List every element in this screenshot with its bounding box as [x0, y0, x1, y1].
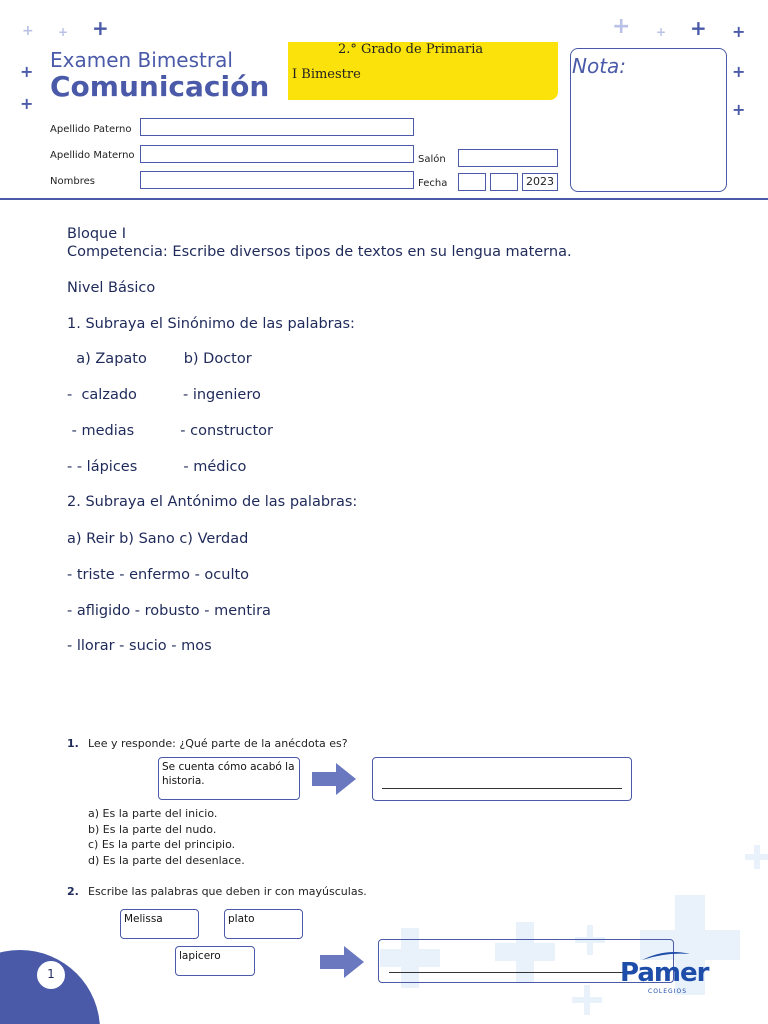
answer-box[interactable]	[372, 757, 632, 801]
question-2-title: 2. Subraya el Antónimo de las palabras:	[67, 494, 358, 510]
subject-title: Comunicación	[50, 70, 270, 103]
decorative-plus-icon: +	[22, 23, 34, 39]
question-1-option-row: - calzado - ingeniero	[67, 387, 261, 403]
salon-field[interactable]	[458, 149, 558, 167]
apellido-materno-field[interactable]	[140, 145, 414, 163]
decorative-plus-icon: +	[732, 100, 746, 119]
question-1-title: 1. Subraya el Sinónimo de las palabras:	[67, 316, 355, 332]
decorative-plus-small	[745, 845, 768, 869]
question-2-option-row: - afligido - robusto - mentira	[67, 603, 271, 619]
option-b[interactable]: b) Es la parte del nudo.	[88, 823, 217, 836]
bimester-label: I Bimestre	[292, 67, 361, 82]
anecdote-statement-text: Se cuenta cómo acabó la historia.	[162, 761, 295, 787]
question-2-option-row: - llorar - sucio - mos	[67, 638, 212, 654]
word-text: plato	[228, 913, 255, 925]
pamer-logo-subtitle: COLEGIOS	[648, 988, 687, 995]
exam-title: Examen Bimestral	[50, 48, 233, 72]
page-number: 1	[36, 960, 66, 990]
word-box-melissa	[120, 909, 199, 939]
nombres-field[interactable]	[140, 171, 414, 189]
pamer-logo: Pamer	[620, 958, 709, 988]
decorative-plus-icon: +	[732, 62, 746, 81]
section2-question-2-number: 2.	[67, 885, 79, 898]
option-a[interactable]: a) Es la parte del inicio.	[88, 807, 218, 820]
section2-question-1-text: Lee y responde: ¿Qué parte de la anécdota es?	[88, 737, 348, 750]
fecha-year-field[interactable]: 2023	[522, 173, 558, 191]
question-2-option-row: - triste - enfermo - oculto	[67, 567, 250, 583]
header-divider	[0, 198, 768, 200]
option-d[interactable]: d) Es la parte del desenlace.	[88, 854, 245, 867]
arrow-right-icon	[312, 763, 358, 795]
question-1-words: a) Zapato b) Doctor	[67, 351, 252, 367]
fecha-label: Fecha	[418, 178, 448, 189]
decorative-plus-icon: +	[732, 22, 746, 41]
grade-label: 2.° Grado de Primaria	[338, 42, 484, 57]
fecha-day-field[interactable]	[458, 173, 486, 191]
arrow-right-icon	[320, 946, 366, 978]
decorative-plus-icon: +	[58, 25, 69, 39]
word-box-plato	[224, 909, 303, 939]
apellido-paterno-label: Apellido Paterno	[50, 124, 132, 135]
nota-label: Nota:	[572, 54, 627, 78]
question-1-option-row: - - lápices - médico	[67, 459, 247, 475]
answer-line	[389, 972, 629, 973]
section2-question-2-text: Escribe las palabras que deben ir con mayúsculas.	[88, 885, 367, 898]
apellido-materno-label: Apellido Materno	[50, 150, 135, 161]
question-2-words: a) Reir b) Sano c) Verdad	[67, 531, 249, 547]
salon-label: Salón	[418, 154, 446, 165]
decorative-plus-small	[572, 985, 602, 1015]
competencia-text: Competencia: Escribe diversos tipos de textos en su lengua materna.	[67, 244, 572, 260]
decorative-plus-icon: +	[20, 94, 34, 113]
nombres-label: Nombres	[50, 176, 95, 187]
apellido-paterno-field[interactable]	[140, 118, 414, 136]
option-c[interactable]: c) Es la parte del principio.	[88, 838, 236, 851]
decorative-plus-icon: +	[20, 62, 34, 81]
question-1-option-row: - medias - constructor	[67, 423, 274, 439]
anecdote-statement-box	[158, 757, 300, 800]
section2-question-1-number: 1.	[67, 737, 79, 750]
decorative-plus-icon: +	[690, 16, 707, 40]
fecha-month-field[interactable]	[490, 173, 518, 191]
decorative-plus-icon: +	[612, 14, 631, 39]
nivel-heading: Nivel Básico	[67, 280, 156, 296]
decorative-plus-icon: +	[656, 25, 667, 39]
bloque-heading: Bloque I	[67, 226, 127, 242]
answer-line	[382, 788, 622, 789]
word-box-lapicero	[175, 946, 255, 976]
word-text: Melissa	[124, 913, 163, 925]
word-text: lapicero	[179, 950, 221, 962]
decorative-plus-icon: +	[92, 16, 109, 40]
